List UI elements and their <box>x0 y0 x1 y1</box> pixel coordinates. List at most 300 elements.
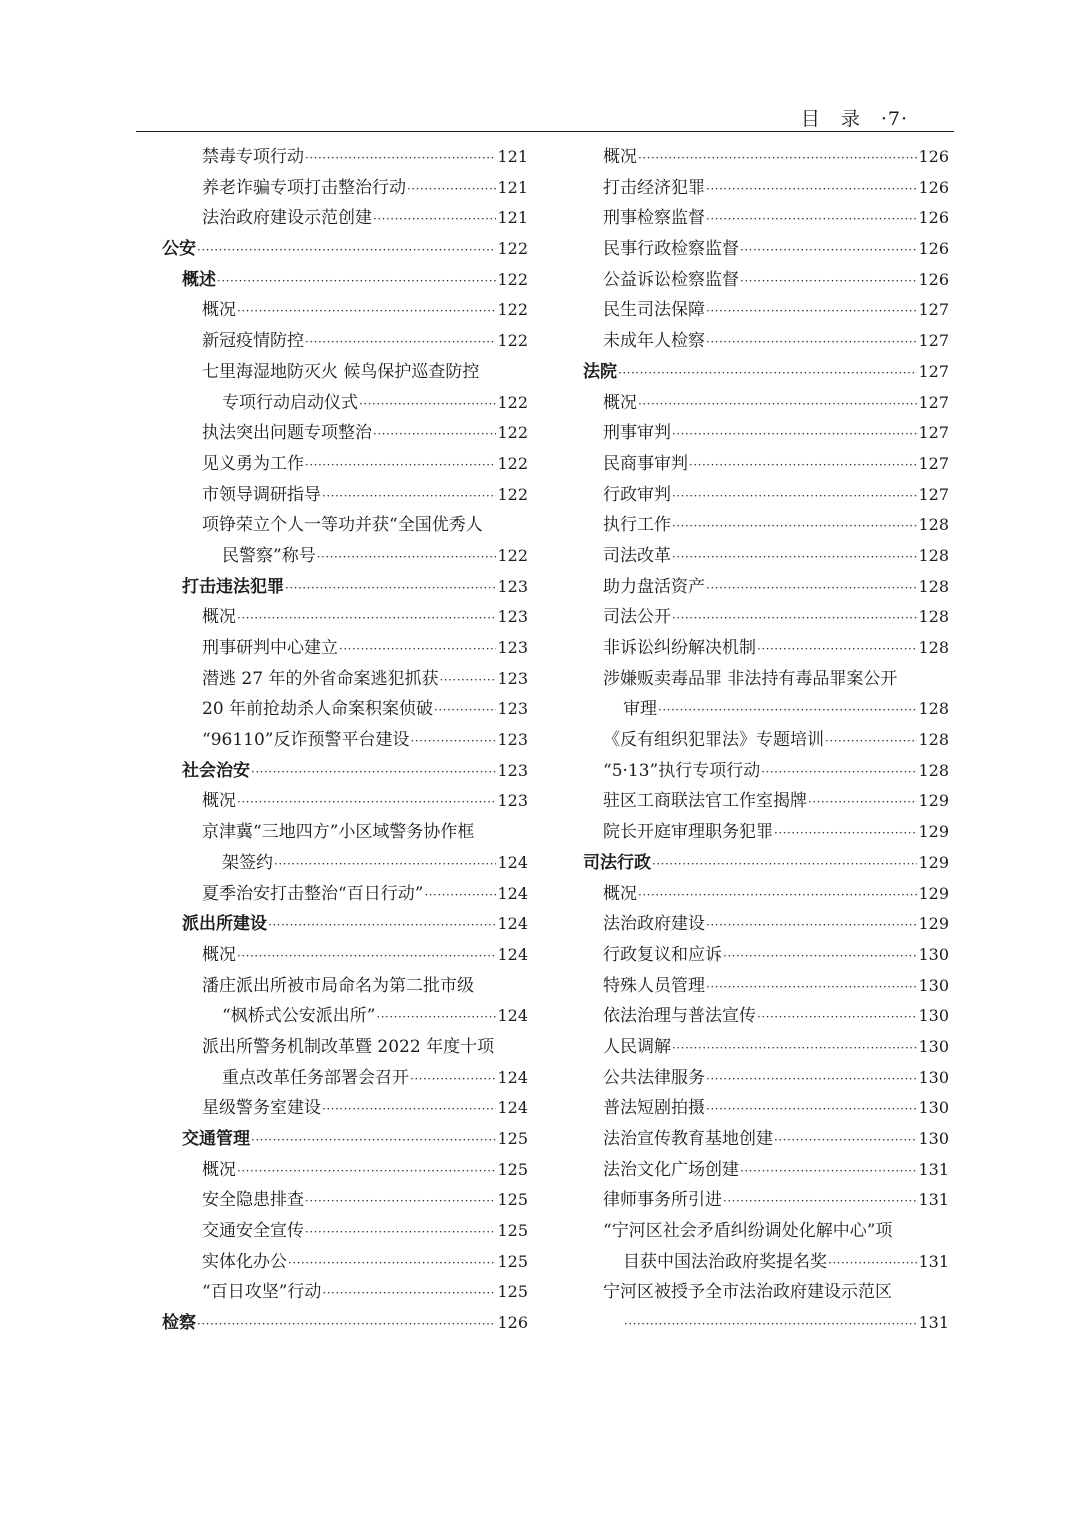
toc-entry <box>583 971 949 1002</box>
toc-page-number: 124 <box>497 1067 528 1087</box>
toc-entry-title: 司法行政 <box>583 852 651 873</box>
toc-leader-dots <box>706 295 917 327</box>
toc-leader-dots <box>672 1032 917 1064</box>
toc-page-number: 122 <box>497 300 528 320</box>
toc-page-number: 123 <box>497 699 528 719</box>
toc-leader-dots <box>322 1093 496 1125</box>
toc-entry <box>583 848 949 879</box>
toc-page-number: 124 <box>497 1006 528 1026</box>
toc-leader-dots <box>706 203 917 235</box>
toc-leader-dots <box>638 142 917 174</box>
toc-entry-title: 执法突出问题专项整治 <box>202 423 372 444</box>
toc-entry-title: 见义勇为工作 <box>202 453 304 474</box>
toc-entry <box>583 203 949 234</box>
toc-entry <box>162 756 528 787</box>
toc-leader-dots <box>706 971 917 1003</box>
toc-entry-title: 架签约 <box>222 852 273 873</box>
toc-entry <box>583 694 949 725</box>
toc-page-number: 131 <box>918 1190 949 1210</box>
toc-page-number: 125 <box>497 1251 528 1271</box>
toc-leader-dots <box>305 449 496 481</box>
toc-page-number: 126 <box>918 177 949 197</box>
toc-entry-title: 刑事研判中心建立 <box>202 638 338 658</box>
toc-entry <box>162 1124 528 1155</box>
toc-leader-dots <box>339 633 496 665</box>
toc-leader-dots <box>407 173 496 205</box>
toc-entry <box>583 265 949 296</box>
toc-entry-title: 打击经济犯罪 <box>603 177 705 198</box>
toc-entry-title: 概况 <box>202 944 236 965</box>
toc-page-number: 129 <box>918 852 949 872</box>
toc-leader-dots <box>774 1124 917 1156</box>
toc-entry <box>162 357 528 388</box>
toc-page-number: 126 <box>918 269 949 289</box>
toc-entry <box>162 1185 528 1216</box>
toc-entry-title: 安全隐患排查 <box>202 1190 304 1211</box>
toc-entry <box>162 725 528 756</box>
toc-entry <box>162 971 528 1002</box>
toc-entry <box>162 1216 528 1247</box>
toc-page-number: 127 <box>918 423 949 443</box>
toc-leader-dots <box>285 572 496 604</box>
toc-leader-dots <box>624 1308 917 1340</box>
toc-entry-title: “百日攻坚”行动 <box>202 1282 322 1303</box>
toc-entry <box>162 664 528 695</box>
toc-entry <box>583 480 949 511</box>
toc-page-number: 121 <box>497 208 528 228</box>
toc-entry <box>162 234 528 265</box>
toc-leader-dots <box>672 510 917 542</box>
toc-entry-title: 概况 <box>603 147 637 167</box>
toc-leader-dots <box>723 940 917 972</box>
running-header <box>136 100 954 130</box>
toc-leader-dots <box>305 142 496 174</box>
toc-page-number: 131 <box>918 1251 949 1271</box>
toc-entry-title: 七里海湿地防灭火 候鸟保护巡查防控 <box>202 361 480 382</box>
toc-leader-dots <box>237 602 496 634</box>
toc-page-number: 126 <box>918 208 949 228</box>
toc-entry-title: 派出所建设 <box>182 914 267 935</box>
toc-entry-title: 涉嫌贩卖毒品罪 非法持有毒品罪案公开 <box>603 668 898 689</box>
toc-entry <box>162 848 528 879</box>
toc-page-number: 122 <box>497 239 528 259</box>
toc-entry-title: 民生司法保障 <box>603 300 705 321</box>
toc-leader-dots <box>706 909 917 941</box>
toc-page-number: 130 <box>918 1067 949 1087</box>
toc-entry-title: 社会治安 <box>182 760 250 781</box>
toc-entry-title: 法治政府建设 <box>603 914 705 935</box>
toc-page-number: 121 <box>497 147 528 166</box>
toc-page-number: 125 <box>497 1190 528 1210</box>
toc-leader-dots <box>658 694 917 726</box>
toc-entry <box>583 418 949 449</box>
toc-page-number: 128 <box>918 515 949 535</box>
toc-entry <box>583 1216 949 1247</box>
toc-entry <box>162 909 528 940</box>
toc-entry-title: “宁河区社会矛盾纠纷调处化解中心”项 <box>603 1221 893 1242</box>
toc-leader-dots <box>828 1247 917 1279</box>
toc-entry-title: 新冠疫情防控 <box>202 331 304 352</box>
toc-entry-title: 派出所警务机制改革暨 2022 年度十项 <box>202 1036 495 1057</box>
toc-leader-dots <box>373 418 496 450</box>
toc-entry <box>162 879 528 910</box>
toc-entry-title: 实体化办公 <box>202 1251 287 1272</box>
toc-page-number: 128 <box>918 760 949 780</box>
toc-entry-title: 刑事审判 <box>603 423 671 444</box>
toc-entry <box>583 725 949 756</box>
toc-entry-title: 公共法律服务 <box>603 1067 705 1088</box>
toc-entry <box>583 541 949 572</box>
toc-entry-title: 京津冀“三地四方”小区域警务协作框 <box>202 822 475 843</box>
toc-entry-title: 概况 <box>603 883 637 904</box>
toc-entry-title: 市领导调研指导 <box>202 484 321 505</box>
toc-entry <box>162 388 528 419</box>
toc-entry-title: 《反有组织犯罪法》专题培训 <box>603 730 824 751</box>
toc-leader-dots <box>268 909 496 941</box>
toc-entry <box>583 756 949 787</box>
toc-page-number: 128 <box>918 730 949 750</box>
toc-leader-dots <box>317 541 497 573</box>
toc-page-number: 128 <box>918 545 949 565</box>
toc-leader-dots <box>359 388 496 420</box>
toc-page-number: 131 <box>918 1313 949 1333</box>
toc-entry-title: 项铮荣立个人一等功并获“全国优秀人 <box>202 515 483 536</box>
toc-page-number: 130 <box>918 1129 949 1148</box>
toc-leader-dots <box>672 602 917 634</box>
toc-leader-dots <box>672 480 917 512</box>
toc-entry <box>583 510 949 541</box>
toc-entry <box>583 388 949 419</box>
toc-entry-title: 夏季治安打击整治“百日行动” <box>202 883 424 904</box>
toc-page-number: 127 <box>918 392 949 412</box>
toc-entry <box>583 234 949 265</box>
toc-entry <box>162 541 528 572</box>
toc-entry <box>583 295 949 326</box>
toc-leader-dots <box>251 756 496 788</box>
toc-entry-title: 检察 <box>162 1313 196 1334</box>
toc-entry-title: 交通安全宣传 <box>202 1221 304 1242</box>
toc-page-number: 122 <box>497 269 528 289</box>
toc-page-number: 126 <box>497 1313 528 1333</box>
toc-leader-dots <box>439 664 496 696</box>
toc-page-number: 125 <box>497 1221 528 1241</box>
toc-entry-title: 未成年人检察 <box>603 331 705 352</box>
toc-entry <box>583 1247 949 1278</box>
toc-page-number: 123 <box>497 638 528 657</box>
toc-leader-dots <box>706 326 917 358</box>
toc-leader-dots <box>723 1185 917 1217</box>
toc-entry-title: 审理 <box>623 699 657 720</box>
toc-entry <box>583 1185 949 1216</box>
toc-leader-dots <box>410 725 496 757</box>
toc-page-number: 130 <box>918 1098 949 1118</box>
toc-entry <box>162 510 528 541</box>
toc-entry-title: 院长开庭审理职务犯罪 <box>603 822 773 843</box>
toc-leader-dots <box>373 203 496 235</box>
toc-entry <box>583 817 949 848</box>
toc-entry-title: 概况 <box>202 1159 236 1180</box>
toc-leader-dots <box>706 1063 917 1095</box>
toc-entry-title: 公益诉讼检察监督 <box>603 269 739 290</box>
toc-leader-dots <box>757 1001 917 1033</box>
toc-entry-title: 法治文化广场创建 <box>603 1159 739 1180</box>
toc-page-number: 124 <box>497 852 528 872</box>
toc-entry <box>583 602 949 633</box>
toc-leader-dots <box>322 1277 496 1309</box>
toc-entry-title: 公安 <box>162 239 196 260</box>
toc-entry <box>162 265 528 296</box>
toc-entry <box>162 418 528 449</box>
toc-page-number: 128 <box>918 699 949 719</box>
toc-entry-title: 人民调解 <box>603 1036 671 1057</box>
toc-leader-dots <box>322 480 496 512</box>
toc-leader-dots <box>638 879 917 911</box>
toc-page-number: 131 <box>918 1159 949 1179</box>
toc-page-number: 129 <box>918 791 949 811</box>
toc-page-number: 130 <box>918 975 949 995</box>
toc-page-number: 128 <box>918 576 949 596</box>
toc-entry <box>583 449 949 480</box>
toc-page-number: 127 <box>918 300 949 320</box>
toc-entry <box>583 173 949 204</box>
toc-page-number: 124 <box>497 883 528 903</box>
toc-entry-title: 非诉讼纠纷解决机制 <box>603 638 756 658</box>
toc-entry-title: 刑事检察监督 <box>603 208 705 229</box>
toc-page-number: 130 <box>918 1006 949 1026</box>
toc-entry-title: 司法改革 <box>603 545 671 566</box>
toc-leader-dots <box>672 541 917 573</box>
toc-entry <box>583 1032 949 1063</box>
toc-leader-dots <box>197 1308 496 1340</box>
toc-leader-dots <box>774 817 917 849</box>
toc-entry-title: 目获中国法治政府奖提名奖 <box>623 1251 827 1272</box>
toc-entry-title: 星级警务室建设 <box>202 1098 321 1119</box>
toc-page-number: 122 <box>497 392 528 412</box>
toc-left-column <box>162 142 528 1339</box>
toc-entry <box>162 1032 528 1063</box>
toc-page-number: 123 <box>497 668 528 688</box>
toc-entry <box>162 1093 528 1124</box>
toc-entry <box>162 817 528 848</box>
toc-entry <box>162 326 528 357</box>
toc-leader-dots <box>808 786 917 818</box>
toc-entry <box>583 1063 949 1094</box>
toc-entry <box>583 142 949 173</box>
toc-entry-title: 驻区工商联法官工作室揭牌 <box>603 791 807 812</box>
toc-page-number: 122 <box>497 453 528 473</box>
toc-entry-title: 交通管理 <box>182 1129 250 1149</box>
toc-page-number: 121 <box>497 177 528 197</box>
toc-leader-dots <box>689 449 917 481</box>
toc-entry-title: 行政复议和应诉 <box>603 944 722 965</box>
toc-leader-dots <box>237 295 496 327</box>
toc-entry <box>162 173 528 204</box>
toc-entry-title: 法治政府建设示范创建 <box>202 208 372 229</box>
toc-leader-dots <box>434 694 496 726</box>
toc-entry <box>583 909 949 940</box>
toc-entry <box>583 1001 949 1032</box>
toc-entry-title: 概况 <box>202 791 236 812</box>
toc-entry <box>162 786 528 817</box>
toc-leader-dots <box>672 418 917 450</box>
toc-entry-title: 禁毒专项行动 <box>202 147 304 167</box>
toc-entry-title: 概况 <box>202 607 236 628</box>
toc-leader-dots <box>251 1124 496 1156</box>
toc-page-number: 125 <box>497 1129 528 1148</box>
toc-entry <box>162 1155 528 1186</box>
toc-entry <box>162 449 528 480</box>
toc-page-number: 130 <box>918 1036 949 1056</box>
toc-entry <box>162 1001 528 1032</box>
toc-leader-dots <box>740 1155 917 1187</box>
toc-leader-dots <box>237 786 496 818</box>
header-rule <box>136 131 954 132</box>
toc-entry-title: 依法治理与普法宣传 <box>603 1006 756 1027</box>
toc-page-number: 125 <box>497 1159 528 1179</box>
toc-page-number: 128 <box>918 607 949 627</box>
toc-entry-title: 司法公开 <box>603 607 671 628</box>
toc-entry <box>162 633 528 664</box>
toc-page-number: 125 <box>497 1282 528 1302</box>
toc-leader-dots <box>740 234 917 266</box>
toc-page-number: 126 <box>918 147 949 166</box>
toc-entry-title: 概况 <box>603 392 637 413</box>
toc-leader-dots <box>706 1093 917 1125</box>
toc-entry-title: 律师事务所引进 <box>603 1190 722 1211</box>
toc-leader-dots <box>424 879 496 911</box>
toc-leader-dots <box>825 725 917 757</box>
toc-page-number: 124 <box>497 1098 528 1118</box>
toc-entry-title: 养老诈骗专项打击整治行动 <box>202 177 406 198</box>
toc-page-number: 124 <box>497 944 528 964</box>
toc-entry-title: “5·13”执行专项行动 <box>603 760 761 781</box>
toc-leader-dots <box>274 848 496 880</box>
toc-page-number: 127 <box>918 331 949 351</box>
toc-page-number: 123 <box>497 607 528 627</box>
toc-entry <box>583 1124 949 1155</box>
toc-entry-title: 民事行政检察监督 <box>603 239 739 260</box>
toc-page-number: 124 <box>497 914 528 934</box>
toc-entry-title: 普法短剧拍摄 <box>603 1098 705 1119</box>
toc-leader-dots <box>757 633 917 665</box>
toc-page-number: 123 <box>497 760 528 780</box>
toc-leader-dots <box>217 265 496 297</box>
toc-entry-title: “枫桥式公安派出所” <box>222 1006 376 1027</box>
toc-entry <box>583 1277 949 1308</box>
toc-page-number: 130 <box>918 944 949 964</box>
toc-entry-title: “96110”反诈预警平台建设 <box>202 730 410 751</box>
toc-page-number: 122 <box>497 545 528 565</box>
toc-entry <box>162 1277 528 1308</box>
toc-right-column <box>583 142 949 1339</box>
toc-leader-dots <box>376 1001 496 1033</box>
toc-leader-dots <box>305 326 496 358</box>
toc-entry-title: 概述 <box>182 269 216 290</box>
toc-page-number: 127 <box>918 484 949 504</box>
toc-entry-title: 宁河区被授予全市法治政府建设示范区 <box>603 1282 892 1303</box>
toc-page-number: 129 <box>918 822 949 842</box>
toc-entry <box>583 326 949 357</box>
toc-page-number: 127 <box>918 453 949 473</box>
toc-entry <box>162 694 528 725</box>
toc-page-number: 123 <box>497 576 528 596</box>
toc-entry-title: 助力盘活资产 <box>603 576 705 597</box>
toc-entry <box>162 1063 528 1094</box>
toc-page-number: 122 <box>497 484 528 504</box>
toc-page-number: 122 <box>497 331 528 351</box>
toc-entry <box>162 602 528 633</box>
toc-entry-title: 执行工作 <box>603 515 671 536</box>
toc-entry <box>162 1247 528 1278</box>
toc-entry <box>583 1308 949 1339</box>
toc-page-number: 123 <box>497 730 528 750</box>
toc-entry-title: 法治宣传教育基地创建 <box>603 1129 773 1149</box>
toc-entry-title: 民商事审判 <box>603 453 688 474</box>
toc-page-number: 128 <box>918 638 949 657</box>
toc-entry-title: 重点改革任务部署会召开 <box>222 1067 409 1088</box>
toc-entry-title: 20 年前抢劫杀人命案积案侦破 <box>202 699 434 720</box>
toc-leader-dots <box>761 756 917 788</box>
toc-entry <box>583 786 949 817</box>
toc-leader-dots <box>197 234 496 266</box>
toc-entry <box>162 940 528 971</box>
toc-page-number: 129 <box>918 914 949 934</box>
toc-entry-title: 潘庄派出所被市局命名为第二批市级 <box>202 975 474 996</box>
toc-entry-title: 民警察”称号 <box>222 545 316 566</box>
toc-entry <box>583 633 949 664</box>
toc-entry <box>583 1093 949 1124</box>
toc-entry <box>583 664 949 695</box>
toc-entry-title: 特殊人员管理 <box>603 975 705 996</box>
toc-entry <box>162 295 528 326</box>
toc-leader-dots <box>305 1216 496 1248</box>
toc-entry <box>583 879 949 910</box>
toc-entry-title: 概况 <box>202 300 236 321</box>
toc-entry <box>583 940 949 971</box>
toc-leader-dots <box>740 265 917 297</box>
toc-entry <box>583 572 949 603</box>
toc-leader-dots <box>618 357 917 389</box>
toc-entry-title: 法院 <box>583 361 617 382</box>
toc-page-number: 129 <box>918 883 949 903</box>
toc-entry <box>162 572 528 603</box>
toc-leader-dots <box>410 1063 496 1095</box>
toc-page-number: 123 <box>497 791 528 811</box>
toc-leader-dots <box>706 572 917 604</box>
toc-leader-dots <box>305 1185 496 1217</box>
toc-page-number: 122 <box>497 423 528 443</box>
toc-leader-dots <box>652 848 917 880</box>
toc-leader-dots <box>638 388 917 420</box>
toc-entry <box>162 203 528 234</box>
toc-page-number: 127 <box>918 361 949 381</box>
toc-entry <box>162 480 528 511</box>
toc-entry-title: 打击违法犯罪 <box>182 576 284 597</box>
toc-entry <box>162 1308 528 1339</box>
toc-leader-dots <box>237 1155 496 1187</box>
toc-leader-dots <box>706 173 917 205</box>
header-title: 目 录 ·7· <box>800 108 908 130</box>
toc-entry-title: 专项行动启动仪式 <box>222 392 358 413</box>
toc-entry-title: 潜逃 27 年的外省命案逃犯抓获 <box>202 668 439 689</box>
toc-entry-title: 行政审判 <box>603 484 671 505</box>
toc-entry <box>583 1155 949 1186</box>
toc-page-number: 126 <box>918 239 949 259</box>
toc-leader-dots <box>237 940 496 972</box>
toc-leader-dots <box>288 1247 496 1279</box>
toc-entry <box>583 357 949 388</box>
toc-entry <box>162 142 528 173</box>
